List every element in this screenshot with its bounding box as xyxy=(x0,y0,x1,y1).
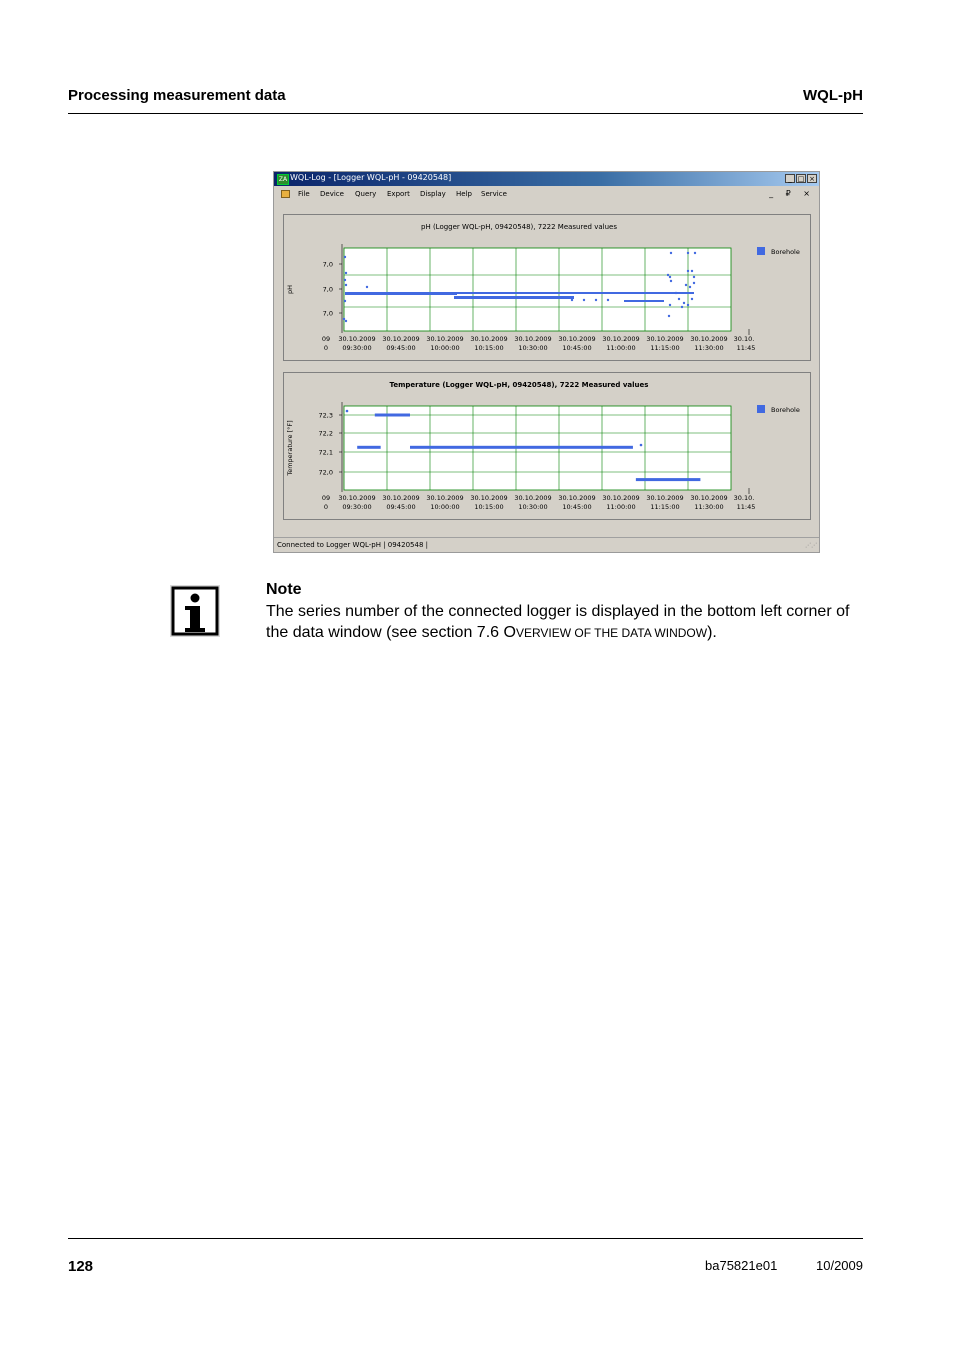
resize-grip-icon[interactable]: ⋰⋰ xyxy=(805,542,817,549)
status-text: Connected to Logger WQL-pH | 09420548 | xyxy=(277,541,428,549)
document-code: ba75821e01 xyxy=(705,1258,778,1273)
ph-data-point xyxy=(344,256,346,258)
ph-data-point xyxy=(669,276,671,278)
x-tick-label: 10:45:00 xyxy=(562,344,592,352)
ph-data-point xyxy=(687,304,689,306)
close-button[interactable]: × xyxy=(807,174,817,183)
legend-label: Borehole xyxy=(771,406,800,414)
x-tick-label: 09:30:00 xyxy=(342,344,372,352)
ph-data-point xyxy=(345,284,347,286)
chart-title: Temperature (Logger WQL-pH, 09420548), 7222 Measured values xyxy=(389,381,649,389)
x-tick-label: 11:15:00 xyxy=(650,503,680,511)
ph-data-point xyxy=(624,300,664,302)
x-tick-label: 30.10.2009 xyxy=(470,335,508,343)
x-tick-label: 30.10.2009 xyxy=(602,494,640,502)
x-tick-label: 30.10. xyxy=(733,494,755,502)
ph-data-point xyxy=(457,292,561,294)
ph-data-point xyxy=(691,298,693,300)
x-tick-label: 10:45:00 xyxy=(562,503,592,511)
ph-data-point xyxy=(345,320,347,322)
temperature-chart-panel xyxy=(283,372,811,520)
x-tick-label: 30.10.2009 xyxy=(470,494,508,502)
ph-data-point xyxy=(345,292,457,295)
x-tick-label: 10:00:00 xyxy=(430,344,460,352)
ph-data-point xyxy=(693,282,695,284)
ph-data-point xyxy=(560,292,574,294)
ph-data-point xyxy=(595,299,597,301)
x-tick-label: 11:30:00 xyxy=(694,503,724,511)
ph-data-point xyxy=(689,286,691,288)
plot-area xyxy=(344,248,731,331)
x-tick-label: 30.10.2009 xyxy=(690,335,728,343)
window-titlebar xyxy=(274,172,819,186)
x-tick-label: 0 xyxy=(323,344,329,352)
legend-swatch xyxy=(757,405,765,413)
temperature-chart xyxy=(284,373,810,519)
minimize-button[interactable]: _ xyxy=(785,174,795,183)
temperature-data-segment xyxy=(375,414,410,417)
page-header-product: WQL-pH xyxy=(803,87,863,104)
x-tick-label: 11:15:00 xyxy=(650,344,680,352)
ph-data-point xyxy=(618,292,694,294)
y-axis-label: pH xyxy=(286,284,294,295)
ph-data-point xyxy=(683,302,685,304)
x-tick-label: 30.10.2009 xyxy=(338,335,376,343)
x-tick-label: 30.10.2009 xyxy=(514,494,552,502)
menu-display[interactable]: Display xyxy=(420,190,446,198)
ph-data-point xyxy=(687,252,689,254)
x-tick-label: 30.10.2009 xyxy=(558,335,596,343)
ph-data-point xyxy=(678,298,680,300)
note-text-end: ). xyxy=(707,624,717,641)
ph-data-point xyxy=(670,252,672,254)
ph-data-point xyxy=(571,299,573,301)
ph-data-point xyxy=(454,296,560,299)
mdi-window-controls[interactable]: _ ₽ × xyxy=(769,189,815,198)
x-tick-label: 30.10.2009 xyxy=(602,335,640,343)
note-body xyxy=(266,601,866,644)
y-tick-label: 7,0 xyxy=(322,285,333,294)
temperature-data-segment xyxy=(410,446,633,449)
info-icon xyxy=(170,585,220,637)
x-tick-label: 10:30:00 xyxy=(518,344,548,352)
x-tick-label: 11:45 xyxy=(736,503,756,511)
ph-data-point xyxy=(691,270,693,272)
ph-data-point xyxy=(574,292,618,294)
window-title: WQL-Log - [Logger WQL-pH - 09420548] xyxy=(290,173,452,182)
footer-rule xyxy=(68,1238,863,1239)
legend-label: Borehole xyxy=(771,248,800,256)
document-icon xyxy=(281,190,290,198)
ph-data-point xyxy=(607,299,609,301)
ph-data-point xyxy=(693,276,695,278)
y-tick-label: 7,0 xyxy=(322,260,333,269)
x-tick-label: 30.10.2009 xyxy=(646,335,684,343)
ph-data-point xyxy=(583,299,585,301)
window-controls xyxy=(785,174,817,183)
legend-swatch xyxy=(757,247,765,255)
ph-data-point xyxy=(668,315,670,317)
app-screenshot xyxy=(273,171,820,553)
note-text: The series number of the connected logger is displayed in the bottom left corner of the data window (see section 7.6 xyxy=(266,603,850,641)
ph-data-point xyxy=(675,292,677,294)
menu-service[interactable]: Service xyxy=(481,190,507,198)
menu-help[interactable]: Help xyxy=(456,190,472,198)
y-axis-label: Temperature [°F] xyxy=(286,420,294,476)
x-tick-label: 11:00:00 xyxy=(606,503,636,511)
x-tick-label: 09 xyxy=(321,494,331,502)
ph-data-point xyxy=(670,280,672,282)
ph-chart xyxy=(284,215,810,360)
header-rule xyxy=(68,113,863,114)
menu-query[interactable]: Query xyxy=(355,190,377,198)
maximize-button[interactable]: □ xyxy=(797,175,805,183)
ph-chart-panel xyxy=(283,214,811,361)
x-tick-label: 30.10.2009 xyxy=(646,494,684,502)
ph-data-point xyxy=(681,306,683,308)
page-number: 128 xyxy=(68,1258,94,1275)
x-tick-label: 30.10.2009 xyxy=(382,335,420,343)
app-logo-icon: ZA xyxy=(278,176,288,183)
x-tick-label: 30.10. xyxy=(733,335,755,343)
x-tick-label: 30.10.2009 xyxy=(426,335,464,343)
x-tick-label: 11:00:00 xyxy=(606,344,636,352)
menu-bar xyxy=(274,187,819,201)
x-tick-label: 0 xyxy=(323,503,329,511)
ph-data-point xyxy=(344,279,346,281)
x-tick-label: 30.10.2009 xyxy=(338,494,376,502)
x-tick-label: 09:45:00 xyxy=(386,503,416,511)
ph-data-point xyxy=(560,296,574,299)
x-tick-label: 30.10.2009 xyxy=(690,494,728,502)
y-tick-label: 7,0 xyxy=(322,309,333,318)
ph-data-point xyxy=(345,272,347,274)
ph-data-point xyxy=(687,270,689,272)
menu-export[interactable]: Export xyxy=(387,190,410,198)
ph-data-point xyxy=(343,318,345,320)
y-tick-label: 72,1 xyxy=(318,448,333,457)
temperature-data-segment xyxy=(357,446,380,449)
x-tick-label: 11:45 xyxy=(736,344,756,352)
x-tick-label: 10:15:00 xyxy=(474,344,504,352)
note-reference: VERVIEW OF THE DATA WINDOW xyxy=(515,626,708,640)
y-tick-label: 72,0 xyxy=(318,468,333,477)
x-tick-label: 30.10.2009 xyxy=(558,494,596,502)
x-tick-label: 09:30:00 xyxy=(342,503,372,511)
x-tick-label: 09 xyxy=(321,335,331,343)
note-reference-initial: O xyxy=(503,624,516,641)
document-date: 10/2009 xyxy=(816,1258,863,1273)
ph-data-point xyxy=(344,300,346,302)
x-tick-label: 11:30:00 xyxy=(694,344,724,352)
x-tick-label: 10:00:00 xyxy=(430,503,460,511)
page-header-section: Processing measurement data xyxy=(68,87,286,104)
note-heading: Note xyxy=(266,581,302,598)
status-bar xyxy=(274,537,819,552)
chart-title: pH (Logger WQL-pH, 09420548), 7222 Measured values xyxy=(421,223,617,231)
menu-file[interactable]: File xyxy=(298,190,310,198)
y-tick-label: 72,3 xyxy=(318,411,333,420)
x-tick-label: 10:15:00 xyxy=(474,503,504,511)
x-tick-label: 30.10.2009 xyxy=(382,494,420,502)
x-tick-label: 10:30:00 xyxy=(518,503,548,511)
x-tick-label: 30.10.2009 xyxy=(426,494,464,502)
temperature-data-point xyxy=(346,410,349,413)
y-tick-label: 72,2 xyxy=(318,429,333,438)
ph-data-point xyxy=(366,286,368,288)
menu-device[interactable]: Device xyxy=(320,190,344,198)
temperature-data-segment xyxy=(636,478,701,481)
ph-data-point xyxy=(685,284,687,286)
ph-data-point xyxy=(669,304,671,306)
temperature-data-point xyxy=(640,444,643,447)
ph-data-point xyxy=(694,252,696,254)
x-tick-label: 09:45:00 xyxy=(386,344,416,352)
x-tick-label: 30.10.2009 xyxy=(514,335,552,343)
ph-data-point xyxy=(667,274,669,276)
